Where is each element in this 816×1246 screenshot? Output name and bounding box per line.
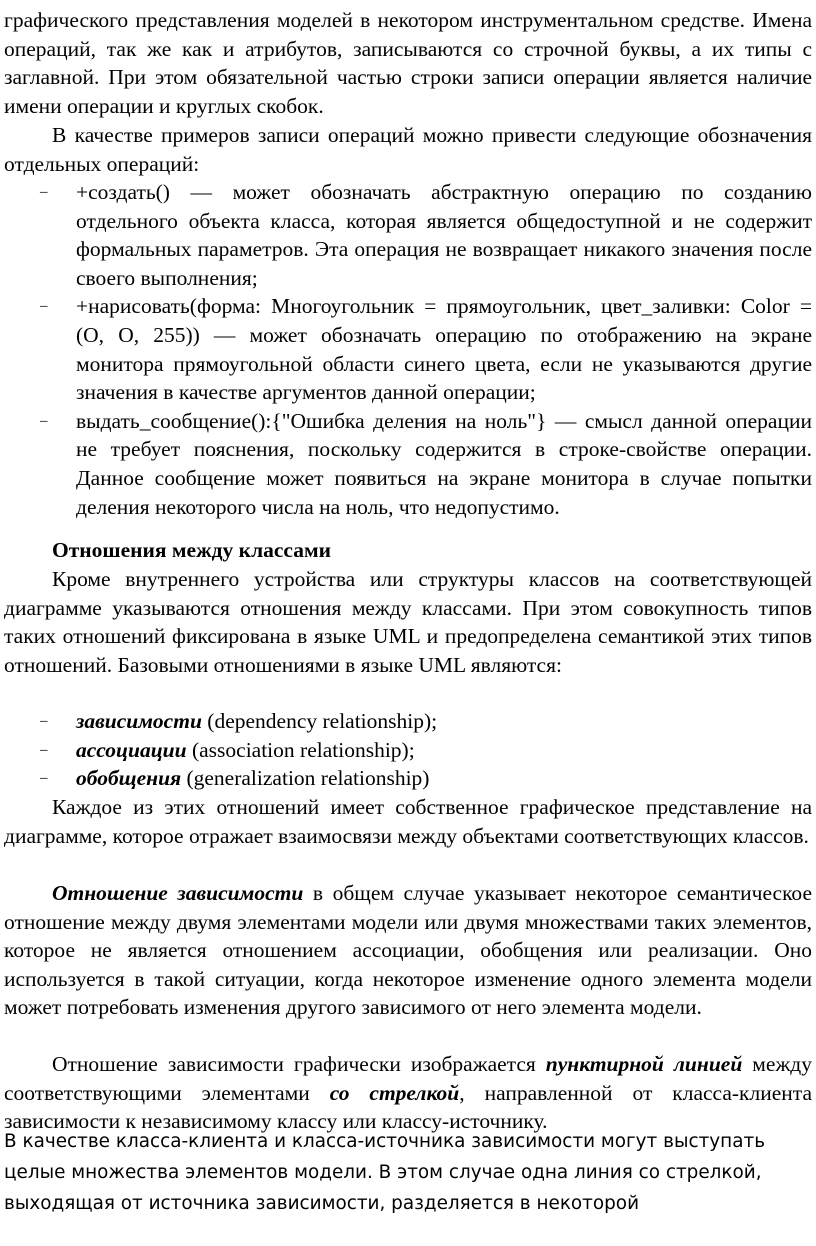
- list-item-text: +создать() — может обозначать абстрактную операцию по созданию отдельного объекта класса, которая является общедоступной и не содержит формальных параметров. Эта операция не возвращает никакого значения после своего выполнения;: [76, 180, 812, 290]
- dependency-term: Отношение зависимости: [52, 881, 304, 905]
- dash-bullet: –: [40, 412, 48, 429]
- paragraph-last: В качестве класса-клиента и класса-источника зависимости могут выступать целые множества элементов модели. В этом случае одна линия со стрелкой, выходящая от источника зависимости, разделяется в некоторой: [4, 1131, 766, 1214]
- dashed-line-term: пунктирной линией: [545, 1052, 743, 1076]
- dash-bullet: –: [40, 298, 48, 315]
- dash-bullet: –: [40, 770, 48, 787]
- relation-term: ассоциации: [76, 737, 187, 762]
- list-item: [4, 407, 812, 521]
- graphic-text-2: между соответствующими элементами: [4, 1052, 812, 1105]
- section-heading: Отношения между классами: [52, 538, 332, 562]
- relation-description: (dependency relationship);: [201, 709, 438, 733]
- arrow-term: со стрелкой: [329, 1080, 460, 1105]
- graphic-text-1: Отношение зависимости графически изображается: [52, 1052, 546, 1076]
- paragraph-graphic: [4, 1050, 812, 1136]
- dependency-text: в общем случае указывает некоторое семантическое отношение между двумя элементами модели или двумя множествами таких элементов, которое не является отношением ассоциации, обобщения или реализации. Оно используется в такой ситуации, когда некоторое изменение одного элемента модели может потребовать изменения другого зависимого от него элемента модели.: [4, 881, 812, 1020]
- list-item: [4, 764, 812, 793]
- relation-term: обобщения: [76, 766, 182, 791]
- relation-description: (association relationship);: [186, 737, 415, 762]
- list-item-text: выдать_сообщение():{"Ошибка деления на ноль"} — смысл данной операции не требует пояснения, поскольку содержится в строке-свойстве операции. Данное сообщение может появиться на экране монитора в случае попытки деления некоторого числа на ноль, что недопустимо.: [76, 408, 812, 519]
- dash-bullet: –: [40, 184, 48, 200]
- paragraph-dependency: [4, 879, 812, 1022]
- paragraph-relations: Кроме внутреннего устройства или структуры классов на соответствующей диаграмме указываются отношения между классами. При этом совокупность типов таких отношений фиксирована в языке UML и предопределена семантикой этих типов отношений. Базовыми отношениями в языке UML являются:: [4, 567, 812, 677]
- list-item: [4, 178, 812, 292]
- list-item-text: +нарисовать(форма: Многоугольник = прямоугольник, цвет_заливки: Color = (О, О, 255)) — может обозначать операцию по отображению на экране монитора прямоугольной области синего цвета, если не указываются другие значения в качестве аргументов данной операции;: [76, 294, 812, 405]
- paragraph-each-relation: Каждое из этих отношений имеет собственное графическое представление на диаграмме, которое отражает взаимосвязи между объектами соответствующих классов.: [4, 795, 812, 848]
- graphic-text-3: , направленной от класса-клиента зависимости к независимому классу или классу-источнику.: [4, 1080, 812, 1134]
- relation-description: (generalization relationship): [181, 766, 430, 791]
- dash-bullet: –: [40, 713, 48, 729]
- dash-bullet: –: [40, 741, 48, 758]
- relations-list: [4, 707, 812, 793]
- relation-term: зависимости: [76, 709, 202, 733]
- list-item: [4, 736, 812, 765]
- list-item: [4, 707, 812, 736]
- list-item: [4, 292, 812, 406]
- operations-list: [4, 178, 812, 521]
- paragraph-intro: графического представления моделей в некотором инструментальном средстве. Имена операций, так же как и атрибутов, записываются со строчной буквы, а их типы с заглавной. При этом обязательной частью строки записи операции является наличие имени операции и круглых скобок.: [4, 8, 812, 118]
- paragraph-examples: В качестве примеров записи операций можно привести следующие обозначения отдельных операций:: [4, 123, 812, 176]
